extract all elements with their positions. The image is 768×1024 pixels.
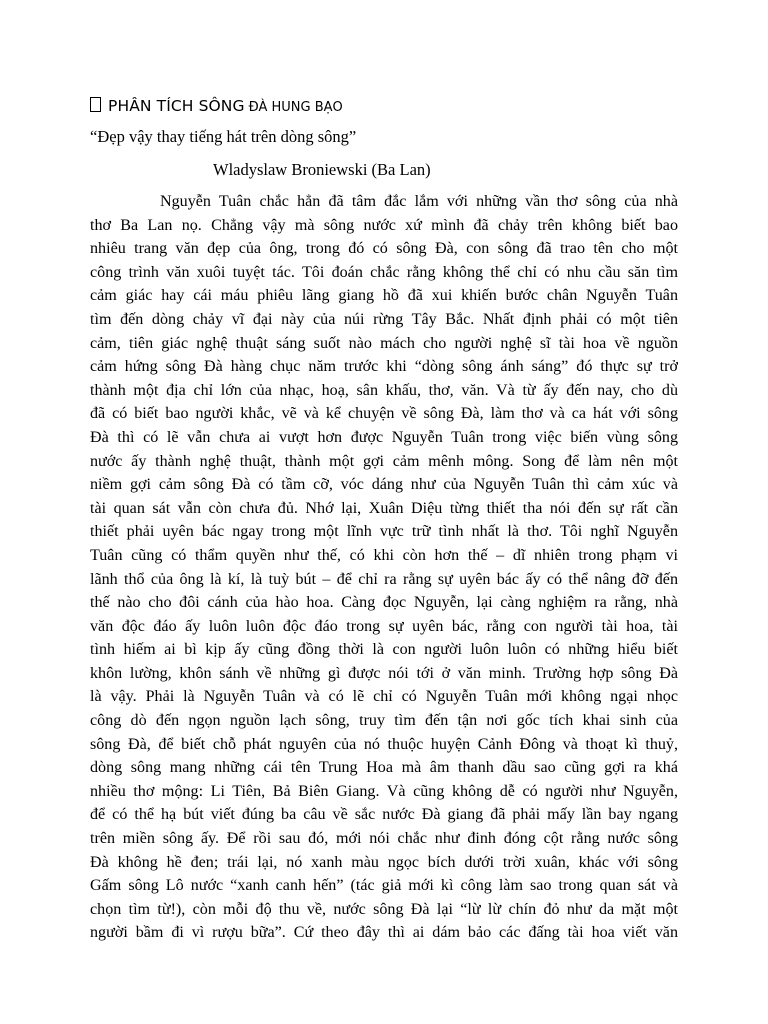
- text-line: người bầm đi vì rượu bữa”. Cứ theo đây thì ai dám bảo các đấng tài hoa viết văn: [90, 924, 678, 942]
- text-line: trên miền sông ấy. Để rồi sau đó, mới nói chắc như đinh đóng cột rằng nước sông: [90, 830, 678, 848]
- text-line: tài quan sát vẫn còn chưa đủ. Nhớ lại, Xuân Diệu từng thiết tha nói đến sự rất cần: [90, 499, 678, 517]
- text-line: tình hiếm ai bì kịp ấy cũng đồng thời là con người luôn luôn có những hiểu biết: [90, 641, 678, 659]
- text-line: Nguyễn Tuân chắc hẳn đã tâm đắc lắm với những vần thơ sông của nhà: [160, 193, 678, 210]
- text-line: cảm giác hay cái máu phiêu lãng giang hồ đã xui khiến bước chân Nguyễn Tuân: [90, 287, 678, 305]
- text-line: dòng sông mang những cái tên Trung Hoa mà âm thanh dầu sao cũng gợi ra khá: [90, 759, 678, 777]
- text-line: là vậy. Phải là Nguyễn Tuân và có lẽ chỉ có Nguyễn Tuân mới không ngại nhọc: [90, 688, 678, 706]
- text-line: chọn tìm từ!), còn mỗi độ thu về, nước sông Đà lại “lừ lừ chín đỏ như da mặt một: [90, 900, 678, 918]
- heading-title-rest: ĐÀ HUNG BẠO: [248, 100, 343, 115]
- text-line: văn độc đáo ấy luôn luôn độc đáo trong sự uyên bác, rằng con người tài hoa, tài: [90, 617, 678, 635]
- square-box-icon: [90, 97, 101, 112]
- text-line: nước ấy thành nghệ thuật, thành một gợi cảm mênh mông. Song để làm nên một: [90, 452, 678, 470]
- text-line: sông Đà, để biết chỗ phát nguyên của nó thuộc huyện Cảnh Đông và thoạt kì thuỷ,: [90, 735, 678, 753]
- text-line: tìm đến dòng chảy vĩ đại này của núi rừng Tây Bắc. Nhất định phải có một tiên: [90, 310, 678, 328]
- epigraph-author: Wladyslaw Broniewski (Ba Lan): [213, 160, 431, 179]
- text-line: thành một địa chỉ lớn của nhạc, hoạ, sân khấu, thơ, văn. Và từ ấy đến nay, cho dù: [90, 381, 678, 399]
- text-line: niềm gợi cảm sông Đà có tầm cỡ, vóc dáng như của Nguyễn Tuân thì cảm xúc và: [90, 476, 678, 494]
- text-line: nhiều thơ mộng: Li Tiên, Bả Biên Giang. Và cũng không dễ có người như Nguyễn,: [90, 782, 678, 800]
- text-line: Tuân cũng có thẩm quyền như thế, có khi còn hơn thế – dĩ nhiên trong phạm vi: [90, 546, 678, 564]
- body-paragraph: [90, 190, 678, 945]
- text-line: lãnh thổ của ông là kí, là tuỳ bút – để chỉ ra rằng sự uyên bác ấy có thể nâng đỡ đến: [90, 570, 678, 588]
- text-line: Đà thì có lẽ vẫn chưa ai vượt hơn được Nguyễn Tuân trong việc biến vùng sông: [90, 428, 678, 446]
- text-line: cảm hứng sông Đà hàng chục năm trước khi “dòng sông ánh sáng” đó thực sự trở: [90, 358, 678, 376]
- text-line: thiết phải uyên bác ngay trong một lĩnh vực trữ tình nhất là thơ. Tôi nghĩ Nguyễn: [90, 523, 678, 541]
- text-line: đã có biết bao người khắc, vẽ và kể chuyện về sông Đà, làm thơ và ca hát với sông: [90, 405, 678, 423]
- epigraph-quote: “Đẹp vậy thay tiếng hát trên dòng sông”: [90, 127, 357, 146]
- text-line: công dò đến ngọn nguồn lạch sông, truy tìm đến tận nơi gốc tích khai sinh của: [90, 712, 678, 730]
- text-line: công trình văn xuôi tuyệt tác. Tôi đoán chắc rằng không thể chỉ có nhu cầu săn tìm: [90, 263, 678, 281]
- text-line: Gấm sông Lô nước “xanh canh hến” (tác giả mới kì công làm sao trong quan sát và: [90, 877, 678, 895]
- text-line: thế nào cho đôi cánh của hào hoa. Càng đọc Nguyễn, lại càng nghiệm ra rằng, nhà: [90, 594, 678, 612]
- text-line: Đà không hề đen; trái lại, nó xanh màu ngọc bích dưới trời xuân, khác với sông: [90, 853, 678, 871]
- text-line: để có thể hạ bút viết đúng ba câu về sắc nước Đà giang đã phải mấy lần bay ngang: [90, 806, 678, 824]
- text-line: nhiêu trang văn đẹp của ông, trong đó có sông Đà, con sông đã trao tên cho một: [90, 240, 678, 258]
- text-line: khôn lường, khôn sánh về những gì được nói tới ở văn minh. Trường hợp sông Đà: [90, 664, 678, 682]
- heading-title-main: PHÂN TÍCH SÔNG: [108, 97, 245, 115]
- document-heading: [90, 96, 343, 118]
- text-line: cảm, tiên giác nghệ thuật sáng suốt nào mách cho người nghệ sĩ tài hoa về nguồn: [90, 334, 678, 352]
- text-line: thơ Ba Lan nọ. Chẳng vậy mà sông nước xứ mình đã chảy trên không biết bao: [90, 216, 678, 234]
